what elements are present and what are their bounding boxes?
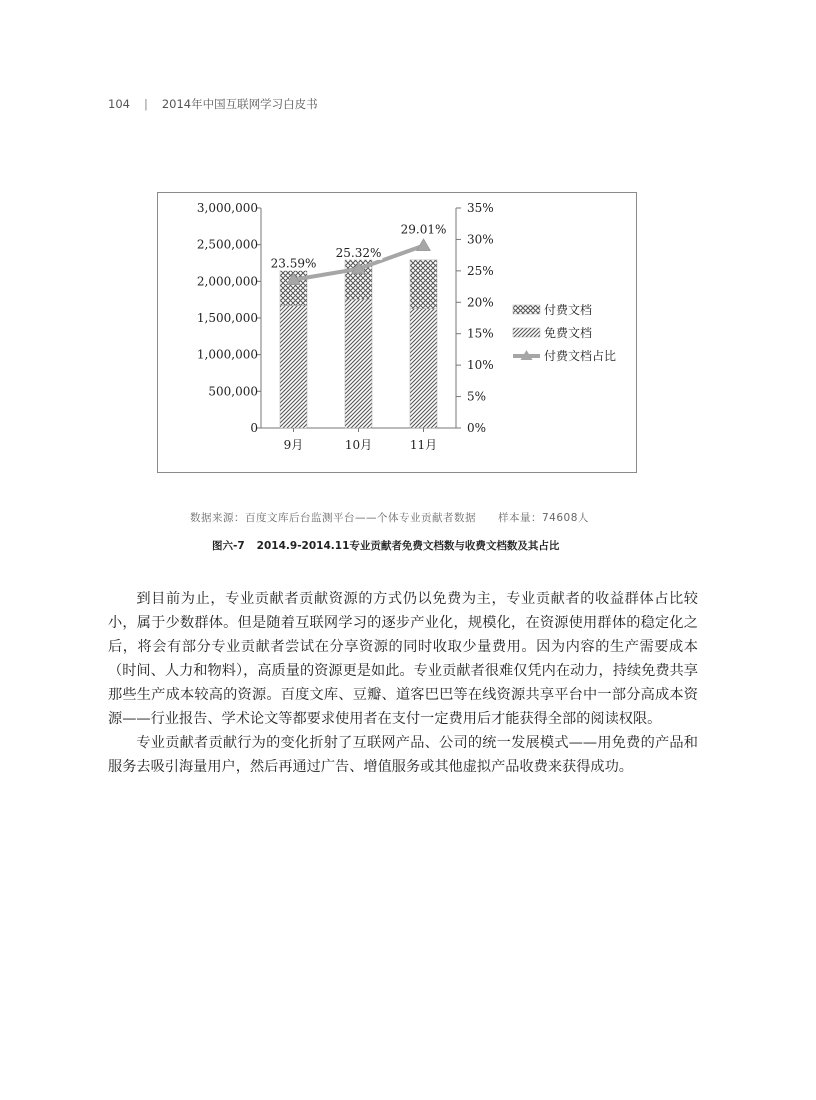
- body-text: [108, 587, 698, 779]
- left-tick-label: 3,000,000: [196, 201, 258, 215]
- right-tick-label: 15%: [467, 326, 494, 341]
- bar-paid-documents: [410, 260, 437, 309]
- legend-label-paid: 付费文档: [544, 303, 593, 317]
- paragraph: 到目前为止，专业贡献者贡献资源的方式仍以免费为主，专业贡献者的收益群体占比较小，属于少数群体。但是随着互联网学习的逐步产业化，规模化，在资源使用群体的稳定化之后，将会有部分专业贡献者尝试在分享资源的同时收取少量费用。因为内容的生产需要成本（时间、人力和物料），高质量的资源更是如此。专业贡献者很难仅凭内在动力，持续免费共享那些生产成本较高的资源。百度文库、豆瓣、道客巴巴等在线资源共享平台中一部分高成本资源——行业报告、学术论文等都要求使用者在支付一定费用后才能获得全部的阅读权限。: [108, 591, 698, 727]
- ratio-data-label: 23.59%: [270, 256, 317, 271]
- page-number: 104: [108, 97, 130, 111]
- right-tick-label: 30%: [467, 232, 494, 247]
- header-separator: |: [143, 97, 148, 111]
- legend-label-free: 免费文档: [544, 326, 593, 340]
- figure-source: [190, 510, 589, 525]
- x-tick-label: 11月: [409, 438, 438, 452]
- right-tick-label: 25%: [467, 263, 494, 278]
- left-tick-label: 1,000,000: [196, 347, 258, 362]
- right-tick-label: 20%: [467, 295, 494, 310]
- book-title: 2014年中国互联网学习白皮书: [161, 97, 318, 111]
- paragraph: 专业贡献者贡献行为的变化折射了互联网产品、公司的统一发展模式——用免费的产品和服务去吸引海量用户，然后再通过广告、增值服务或其他虚拟产品收费来获得成功。: [108, 735, 698, 775]
- caption-label: 图六-7: [212, 540, 245, 552]
- right-tick-label: 10%: [467, 358, 494, 373]
- bar-free-documents: [345, 299, 372, 428]
- ratio-data-label: 29.01%: [400, 222, 447, 237]
- source-text: 数据来源：百度文库后台监测平台——个体专业贡献者数据: [190, 512, 476, 524]
- right-tick-label: 35%: [467, 201, 494, 215]
- sample-size: 样本量：74608人: [498, 512, 589, 524]
- chart-frame: [157, 192, 637, 473]
- caption-text: 2014.9-2014.11专业贡献者免费文档数与收费文档数及其占比: [256, 540, 560, 552]
- x-tick-label: 10月: [344, 438, 373, 452]
- right-tick-label: 0%: [467, 421, 487, 435]
- bar-free-documents: [280, 306, 307, 428]
- right-tick-label: 5%: [467, 389, 487, 404]
- left-tick-label: 2,500,000: [196, 237, 258, 252]
- page-header: [108, 96, 318, 112]
- ratio-point: [417, 239, 431, 251]
- left-tick-label: 500,000: [208, 384, 258, 399]
- ratio-data-label: 25.32%: [335, 245, 382, 260]
- bar-line-chart: [158, 193, 636, 472]
- legend-swatch-free: [513, 328, 540, 337]
- bar-free-documents: [410, 309, 437, 428]
- legend-label-ratio: 付费文档占比: [544, 349, 617, 363]
- left-tick-label: 2,000,000: [196, 274, 258, 289]
- left-tick-label: 1,500,000: [196, 311, 258, 325]
- figure-caption: [212, 538, 559, 553]
- x-tick-label: 9月: [283, 438, 304, 452]
- legend-swatch-paid: [513, 305, 540, 314]
- left-tick-label: 0: [250, 421, 258, 435]
